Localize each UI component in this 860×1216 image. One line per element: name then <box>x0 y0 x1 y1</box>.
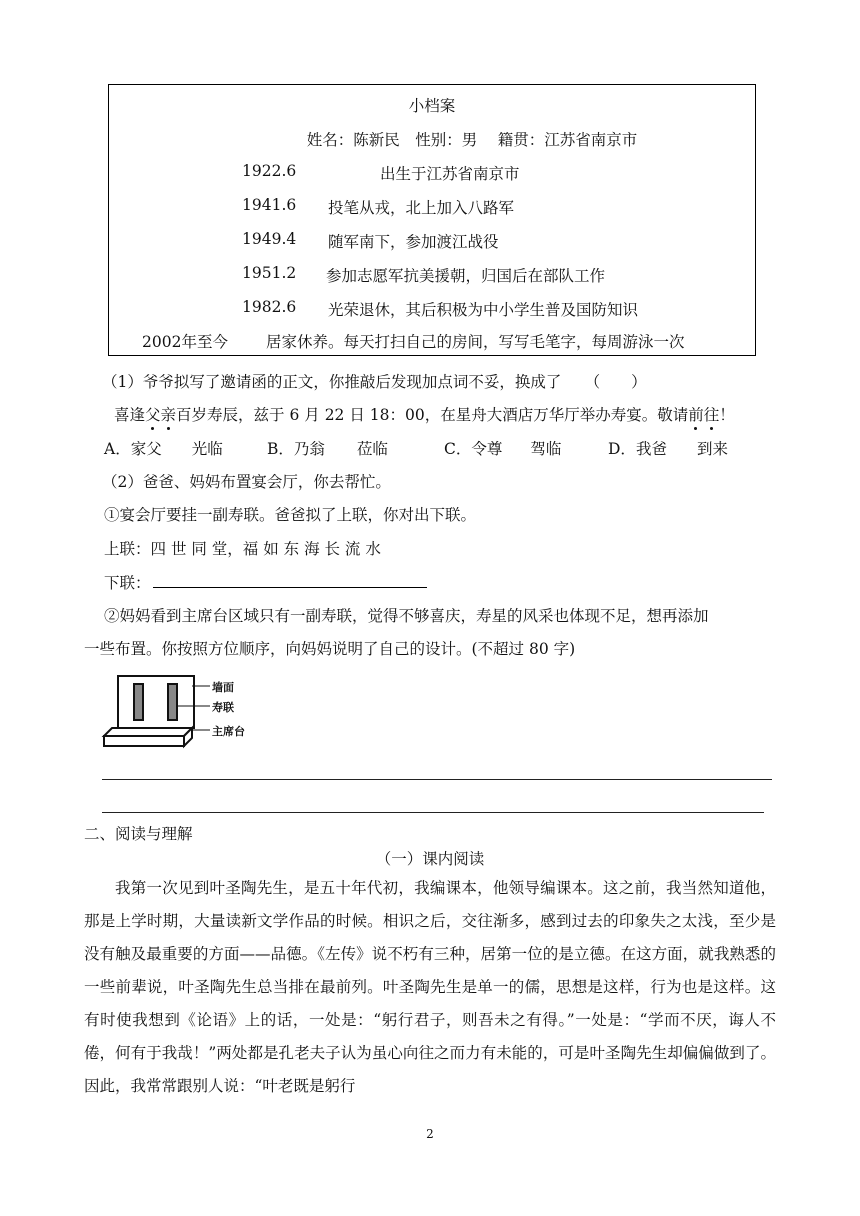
q2-lower-couplet <box>104 571 427 593</box>
option-word-1: 令尊 <box>471 440 503 458</box>
profile-date-3: 1949.4 <box>242 230 297 248</box>
profile-event-6: 居家休养。每天打扫自己的房间，写写毛笔字，每周游泳一次 <box>266 333 685 351</box>
passage-paragraph: 我第一次见到叶圣陶先生，是五十年代初，我编课本，他领导编课本。这之前，我当然知道他，那是上学时期，大量读新文学作品的时候。相识之后，交往渐多，感到过去的印象失之太浅，至少是没有触及最重要的方面——品德。《左传》说不朽有三种，居第一位的是立德。在这方面，就我熟悉的一些前辈说，叶圣陶先生总当排在最前列。叶圣陶先生是单一的儒，思想是这样，行为也是这样。这有时使我想到《论语》上的话，一处是：“躬行君子，则吾未之有得。”一处是：“学而不厌，诲人不倦，何有于我哉！”两处都是孔老夫子认为虽心向往之而力有未能的，可是叶圣陶先生却偏偏做到了。因此，我常常跟别人说：“叶老既是躬行 <box>84 879 776 1095</box>
option-word-1: 家父 <box>130 440 162 458</box>
answer-line-1[interactable] <box>102 779 772 780</box>
stage-top-shape <box>104 728 192 736</box>
page-number: 2 <box>426 1127 434 1141</box>
emphasis-char: 亲 <box>161 403 177 425</box>
q2-sub1: ①宴会厅要挂一副寿联。爸爸拟了上联，你对出下联。 <box>104 506 477 524</box>
diagram-label-couplet: 寿联 <box>212 701 234 714</box>
option-word-2: 光临 <box>191 440 223 458</box>
profile-event-2: 投笔从戎，北上加入八路军 <box>328 199 515 217</box>
diagram-label-wall: 墙面 <box>212 681 234 694</box>
wall-shape <box>118 676 194 728</box>
option-word-1: 乃翁 <box>293 440 325 458</box>
q1-sentence <box>114 403 735 425</box>
section-subheading: （一）课内阅读 <box>375 850 485 868</box>
profile-event-3: 随军南下，参加渡江战役 <box>328 233 499 251</box>
q1-sentence-a: 喜逢 <box>114 406 146 424</box>
emphasis-char: 前 <box>688 403 704 425</box>
lower-couplet-answer-line[interactable] <box>153 586 427 588</box>
stage-front-shape <box>104 736 184 746</box>
profile-date-5: 1982.6 <box>242 298 297 316</box>
q1-option-b[interactable] <box>267 437 388 459</box>
emphasis-char: 往 <box>704 403 720 425</box>
option-word-2: 莅临 <box>356 440 388 458</box>
option-letter: D． <box>608 440 636 458</box>
emphasis-char: 父 <box>145 403 161 425</box>
upper-couplet-text: 四 世 同 堂，福 如 东 海 长 流 水 <box>150 540 381 558</box>
q2-sub2-line1: ②妈妈看到主席台区域只有一副寿联，觉得不够喜庆，寿星的风采也体现不足，想再添加 <box>104 607 709 625</box>
reading-passage <box>84 872 776 1103</box>
upper-couplet-label: 上联： <box>104 540 151 558</box>
answer-line-2[interactable] <box>102 812 764 813</box>
profile-date-4: 1951.2 <box>242 264 297 282</box>
option-letter: A． <box>104 440 131 458</box>
couplet-left-shape <box>134 684 143 720</box>
option-letter: C． <box>444 440 472 458</box>
option-word-2: 到来 <box>696 440 728 458</box>
profile-date-1: 1922.6 <box>242 162 297 180</box>
q1-sentence-b: 百岁寿辰，兹于 6 月 22 日 18：00，在星舟大酒店万华厅举办寿宴。敬请 <box>176 406 689 424</box>
profile-event-1: 出生于江苏省南京市 <box>380 165 520 183</box>
option-word-1: 我爸 <box>635 440 667 458</box>
q1-dotted-word-1 <box>145 406 176 424</box>
option-letter: B． <box>267 440 294 458</box>
profile-title: 小档案 <box>408 97 456 115</box>
option-word-2: 驾临 <box>530 440 562 458</box>
profile-date-6: 2002年至今 <box>142 333 228 351</box>
q1-option-d[interactable] <box>608 437 728 459</box>
q2-sub2-line2: 一些布置。你按照方位顺序，向妈妈说明了自己的设计。(不超过 80 字) <box>84 640 576 658</box>
profile-event-4: 参加志愿军抗美援朝，归国后在部队工作 <box>326 267 606 285</box>
section-heading: 二、阅读与理解 <box>84 825 193 843</box>
q1-dotted-word-2 <box>688 406 719 424</box>
q2-upper-couplet <box>104 537 381 559</box>
stage-diagram <box>100 670 210 750</box>
profile-date-2: 1941.6 <box>242 196 297 214</box>
profile-event-5: 光荣退休，其后积极为中小学生普及国防知识 <box>328 301 639 319</box>
q1-option-a[interactable] <box>104 437 223 459</box>
profile-basic: 姓名：陈新民 性别：男 籍贯：江苏省南京市 <box>306 131 638 149</box>
lower-couplet-label: 下联： <box>104 574 151 592</box>
q1-option-c[interactable] <box>444 437 561 459</box>
q2-prompt: （2）爸爸、妈妈布置宴会厅，你去帮忙。 <box>102 473 391 491</box>
couplet-right-shape <box>168 684 177 720</box>
q1-sentence-c: ！ <box>719 406 735 424</box>
diagram-label-stage: 主席台 <box>212 725 245 738</box>
q1-prompt: （1）爷爷拟写了邀请函的正文，你推敲后发现加点词不妥，换成了 （ ） <box>102 373 647 391</box>
